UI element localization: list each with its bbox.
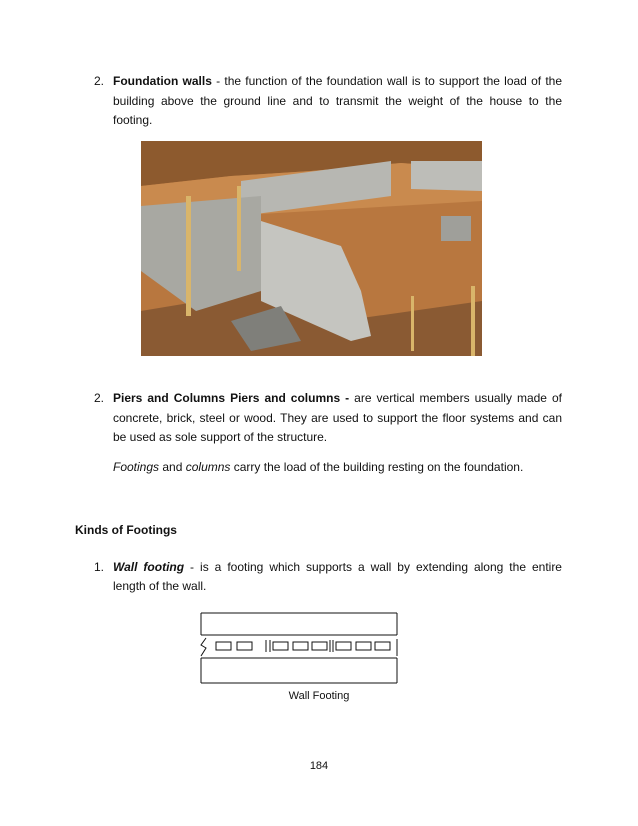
paragraph-line <box>113 559 562 575</box>
paragraph-line: concrete, brick, steel or wood. They are used to support the floor systems and can <box>113 411 562 425</box>
definition-text: are vertical members usually made of <box>349 391 562 405</box>
paragraph-line: be used as sole support of the structure. <box>113 430 328 444</box>
note-line <box>113 459 523 475</box>
note-text: carry the load of the building resting on the foundation. <box>230 460 524 474</box>
italic-columns: columns <box>185 460 231 474</box>
italic-footings: Footings <box>113 460 160 474</box>
paragraph-line: length of the wall. <box>113 579 207 593</box>
paragraph-line <box>113 73 562 89</box>
item-number: 2. <box>94 391 105 405</box>
term-foundation-walls: Foundation walls <box>113 74 212 88</box>
page-number: 184 <box>309 760 329 772</box>
section-heading: Kinds of Footings <box>75 523 177 537</box>
definition-text: - is a footing which supports a wall by extending along the entire <box>184 560 562 574</box>
note-connector: and <box>159 460 186 474</box>
term-piers-columns: Piers and Columns Piers and columns - <box>113 391 350 405</box>
item-number: 2. <box>94 74 105 88</box>
wall-footing-diagram <box>198 612 400 684</box>
term-wall-footing-text: Wall footing <box>113 560 185 574</box>
paragraph-line <box>113 390 562 406</box>
term-wall-footing <box>113 560 184 574</box>
item-number: 1. <box>94 560 105 574</box>
paragraph-line: building above the ground line and to transmit the weight of the house to the <box>113 94 562 108</box>
diagram-caption: Wall Footing <box>288 690 350 702</box>
foundation-walls-photo <box>141 141 482 356</box>
definition-text: - the function of the foundation wall is to support the load of the <box>211 74 563 88</box>
paragraph-line: footing. <box>113 113 153 127</box>
